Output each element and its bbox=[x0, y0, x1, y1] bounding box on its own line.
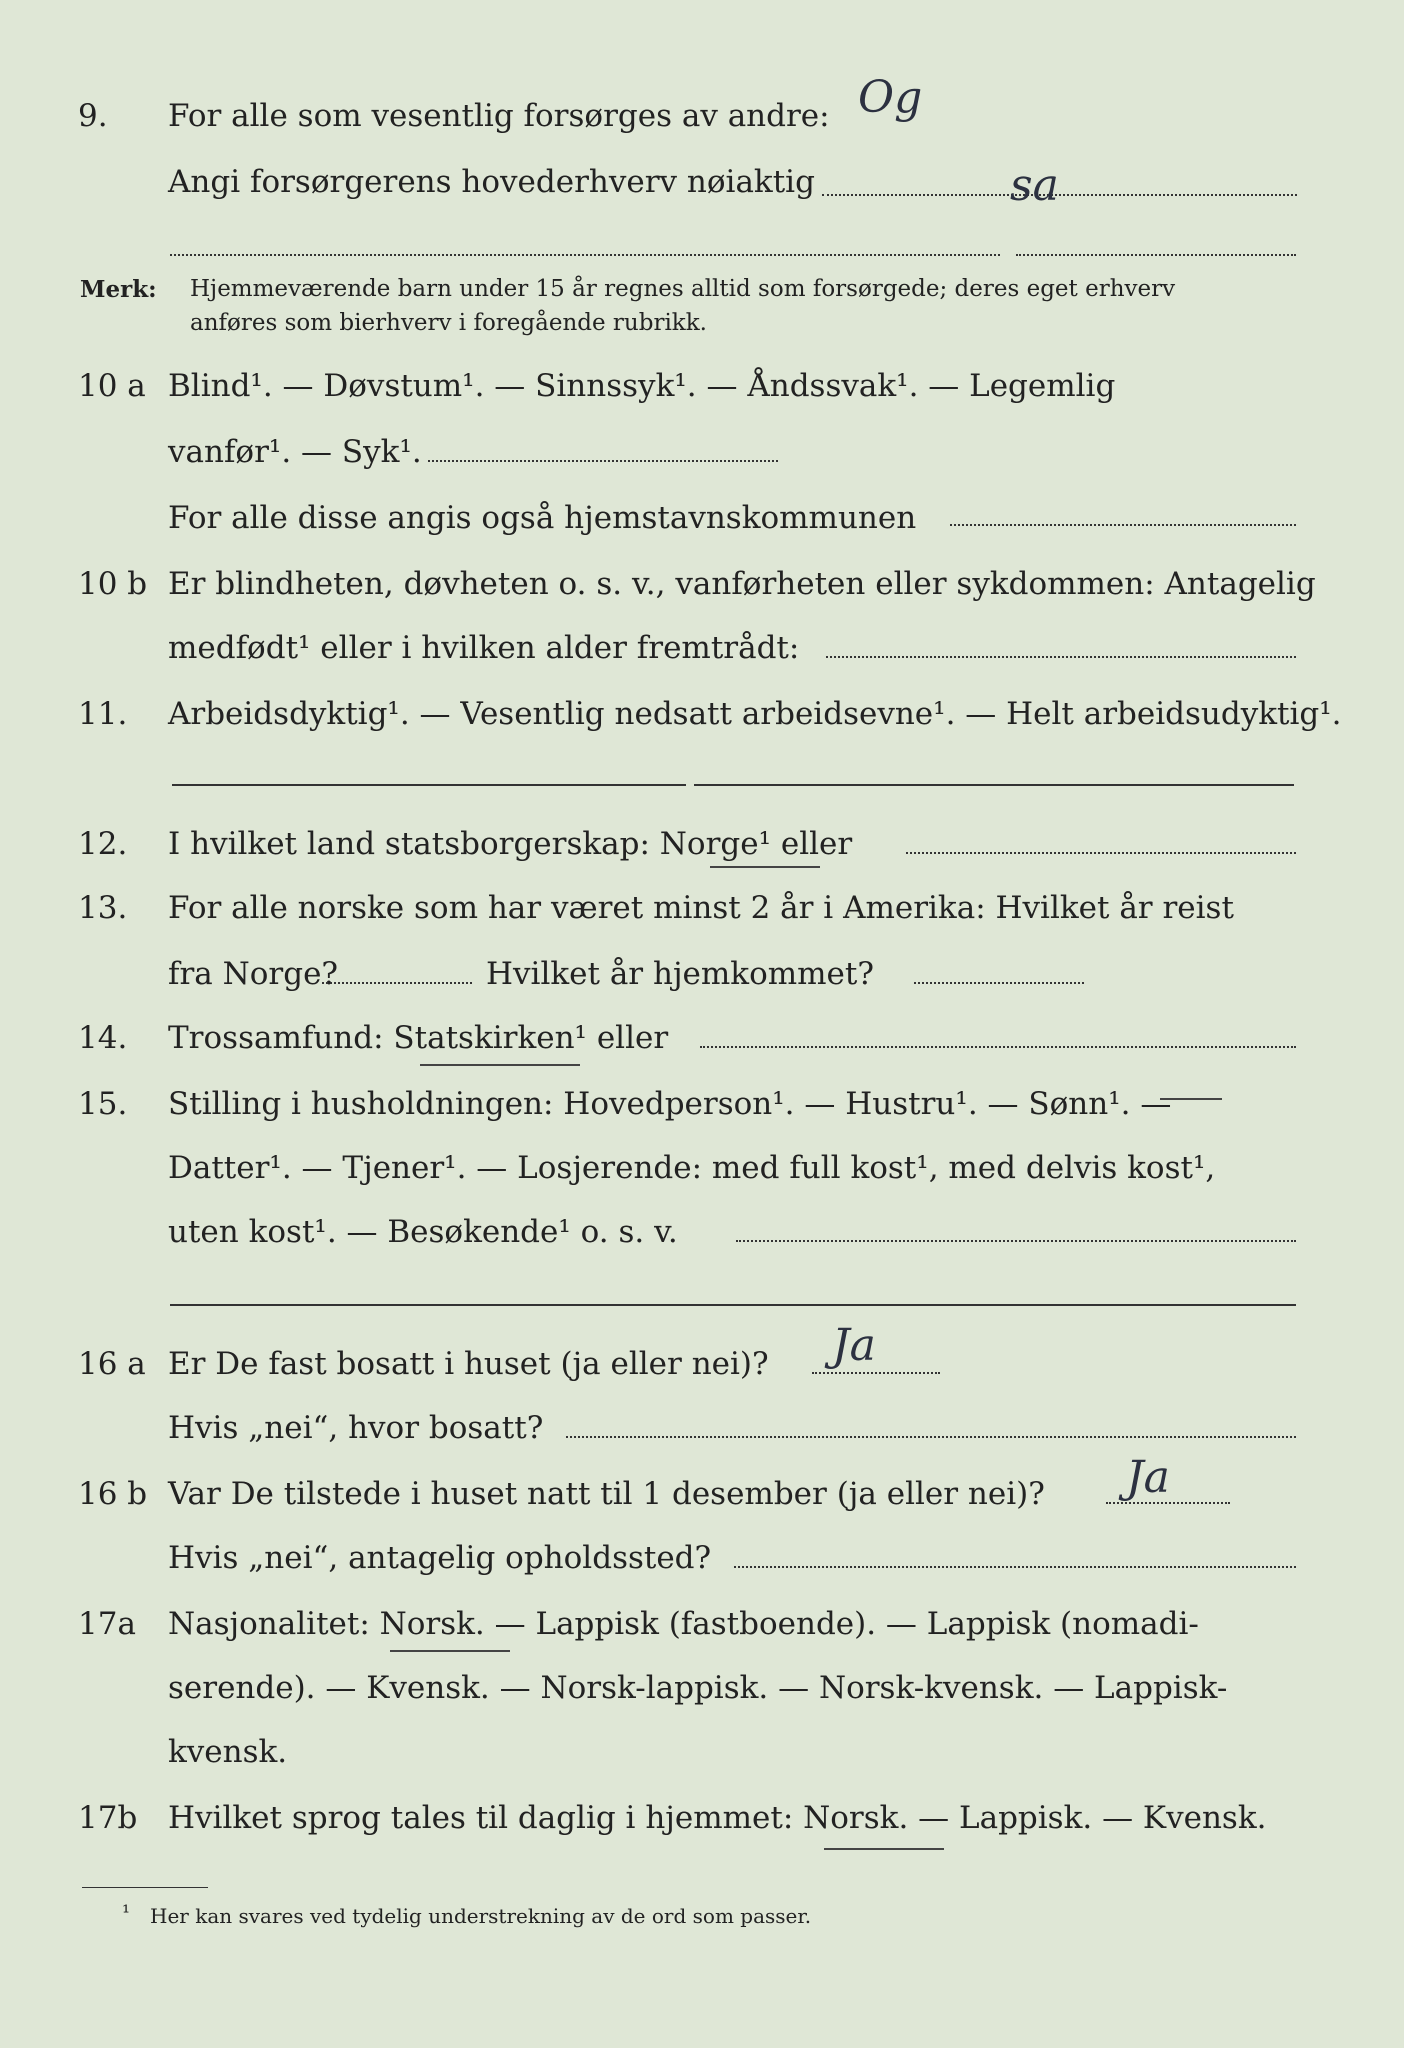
q10a-line3: For alle disse angis også hjemstavnskommunen bbox=[168, 500, 917, 536]
q9-handwritten-answer1: Og bbox=[858, 72, 923, 123]
footnote-text: Her kan svares ved tydelig understrekning av de ord som passer. bbox=[150, 1904, 812, 1928]
q17b-number: 17b bbox=[78, 1800, 138, 1836]
q17b-norsk-underline bbox=[824, 1848, 944, 1850]
q12-answer-line bbox=[906, 852, 1296, 854]
q15-line1: Stilling i husholdningen: Hovedperson¹. — Hustru¹. — Sønn¹. — bbox=[168, 1086, 1172, 1122]
q17b-line1: Hvilket sprog tales til daglig i hjemmet: Norsk. — Lappisk. — Kvensk. bbox=[168, 1800, 1267, 1836]
q12-number: 12. bbox=[78, 826, 128, 862]
q16a-handwritten-answer: Ja bbox=[832, 1320, 876, 1371]
q9-extra-line-a bbox=[170, 254, 1000, 256]
q10a-number: 10 a bbox=[78, 368, 146, 404]
q16b-line2: Hvis „nei“, antagelig opholdssted? bbox=[168, 1540, 712, 1576]
q9-extra-line-b bbox=[1016, 254, 1296, 256]
q16a-line2: Hvis „nei“, hvor bosatt? bbox=[168, 1410, 544, 1446]
q13-line2a: fra Norge? bbox=[168, 956, 339, 992]
q15-sonn-mark bbox=[1160, 1098, 1222, 1100]
q15-line3: uten kost¹. — Besøkende¹ o. s. v. bbox=[168, 1214, 678, 1250]
q13-line1: For alle norske som har været minst 2 år i Amerika: Hvilket år reist bbox=[168, 890, 1234, 926]
q17a-line1: Nasjonalitet: Norsk. — Lappisk (fastboende). — Lappisk (nomadi- bbox=[168, 1606, 1199, 1642]
q16b-line1: Var De tilstede i huset natt til 1 desember (ja eller nei)? bbox=[168, 1476, 1045, 1512]
q16a-line1: Er De fast bosatt i huset (ja eller nei)? bbox=[168, 1346, 769, 1382]
q10a-line1: Blind¹. — Døvstum¹. — Sinnssyk¹. — Åndssvak¹. — Legemlig bbox=[168, 368, 1116, 404]
q11-rule-a bbox=[172, 784, 686, 786]
q15-rule bbox=[170, 1304, 1296, 1306]
q16b-location-line bbox=[734, 1566, 1296, 1568]
q10a-answer-line bbox=[428, 460, 778, 462]
q10a-line2: vanfør¹. — Syk¹. bbox=[168, 434, 422, 470]
q9-number: 9. bbox=[78, 98, 108, 134]
q15-line2: Datter¹. — Tjener¹. — Losjerende: med full kost¹, med delvis kost¹, bbox=[168, 1150, 1216, 1186]
q14-number: 14. bbox=[78, 1020, 128, 1056]
q15-number: 15. bbox=[78, 1086, 128, 1122]
q9-line1: For alle som vesentlig forsørges av andre: bbox=[168, 98, 830, 134]
merk-line1: Hjemmeværende barn under 15 år regnes alltid som forsørgede; deres eget erhverv bbox=[190, 276, 1176, 302]
footnote-rule bbox=[82, 1887, 208, 1888]
q16a-number: 16 a bbox=[78, 1346, 146, 1382]
q9-answer-line bbox=[822, 194, 1297, 196]
q12-line1: I hvilket land statsborgerskap: Norge¹ eller bbox=[168, 826, 853, 862]
q16b-number: 16 b bbox=[78, 1476, 148, 1512]
q10a-home-line bbox=[950, 524, 1296, 526]
q17a-norsk-underline bbox=[390, 1650, 510, 1652]
q11-rule-b bbox=[694, 784, 1294, 786]
q12-norge-underline bbox=[710, 866, 820, 868]
q13-number: 13. bbox=[78, 890, 128, 926]
q11-number: 11. bbox=[78, 696, 128, 732]
merk-line2: anføres som bierhverv i foregående rubrikk. bbox=[190, 310, 707, 336]
q9-line2: Angi forsørgerens hovederhverv nøiaktig bbox=[168, 164, 815, 200]
q15-answer-line bbox=[736, 1240, 1296, 1242]
footnote-mark: ¹ bbox=[122, 1900, 131, 1924]
q11-line1: Arbeidsdyktig¹. — Vesentlig nedsatt arbeidsevne¹. — Helt arbeidsudyktig¹. bbox=[168, 696, 1342, 732]
q16a-residence-line bbox=[566, 1436, 1296, 1438]
q16b-handwritten-answer: Ja bbox=[1126, 1452, 1170, 1503]
q14-answer-line bbox=[700, 1046, 1296, 1048]
q10b-line2: medfødt¹ eller i hvilken alder fremtrådt: bbox=[168, 630, 800, 666]
q13-line2b: Hvilket år hjemkommet? bbox=[486, 956, 874, 992]
merk-label: Merk: bbox=[80, 276, 157, 303]
q13-departure-line bbox=[322, 982, 472, 984]
q10b-answer-line bbox=[826, 656, 1296, 658]
q17a-line3: kvensk. bbox=[168, 1734, 288, 1770]
q13-return-line bbox=[914, 982, 1084, 984]
q17a-line2: serende). — Kvensk. — Norsk-lappisk. — Norsk-kvensk. — Lappisk- bbox=[168, 1670, 1228, 1706]
q14-line1: Trossamfund: Statskirken¹ eller bbox=[168, 1020, 669, 1056]
q17a-number: 17a bbox=[78, 1606, 136, 1642]
q16a-answer-line bbox=[812, 1372, 940, 1374]
q10b-line1: Er blindheten, døvheten o. s. v., vanførheten eller sykdommen: Antagelig bbox=[168, 566, 1316, 602]
q9-handwritten-answer2: sa bbox=[1010, 160, 1059, 211]
q10b-number: 10 b bbox=[78, 566, 148, 602]
q14-statskirken-underline bbox=[420, 1064, 580, 1066]
